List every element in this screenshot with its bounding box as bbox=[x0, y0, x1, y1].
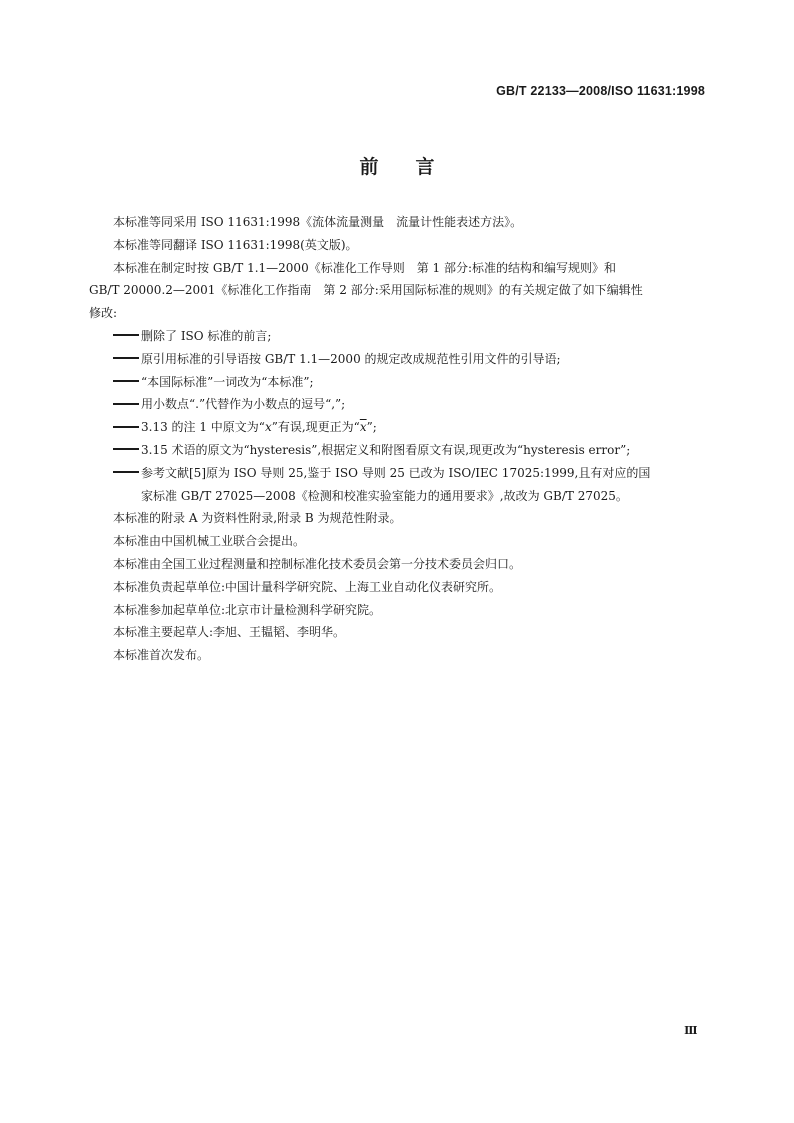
paragraph-drafting-rules: 本标准在制定时按 GB/T 1.1—2000《标准化工作导则 第 1 部分:标准的结构和编写规则》和 bbox=[113, 260, 617, 275]
list-item-text: 3.15 术语的原文为“hysteresis”,根据定义和附图看原文有误,现更改为“hysteresis error”; bbox=[141, 442, 631, 457]
list-item-text-pre: 3.13 的注 1 中原文为“ bbox=[141, 420, 265, 435]
dash-mark bbox=[113, 357, 139, 359]
list-item bbox=[89, 393, 706, 416]
list-item bbox=[89, 439, 706, 462]
list-item bbox=[89, 462, 706, 508]
standard-code-header: GB/T 22133—2008/ISO 11631:1998 bbox=[496, 84, 705, 98]
list-item-text-mid: ”有误,现更正为“ bbox=[271, 420, 360, 435]
list-item-text: 参考文献[5]原为 ISO 导则 25,鉴于 ISO 导则 25 已改为 ISO/IEC 17025:1999,且有对应的国 bbox=[141, 465, 651, 480]
paragraph-annexes: 本标准的附录 A 为资料性附录,附录 B 为规范性附录。 bbox=[113, 511, 402, 526]
list-item bbox=[89, 348, 706, 371]
list-item bbox=[89, 325, 706, 348]
symbol-x-bar: $\overline{x}$ bbox=[359, 420, 367, 435]
dash-mark bbox=[113, 471, 139, 473]
paragraph-authors: 本标准主要起草人:李旭、王韫韬、李明华。 bbox=[113, 625, 346, 640]
document-body bbox=[89, 211, 706, 667]
paragraph-proposer: 本标准由中国机械工业联合会提出。 bbox=[113, 534, 306, 549]
dash-mark bbox=[113, 403, 139, 405]
paragraph-adoption: 本标准等同采用 ISO 11631:1998《流体流量测量 流量计性能表述方法》。 bbox=[113, 215, 523, 229]
page-number: Ⅲ bbox=[684, 1024, 697, 1037]
list-item bbox=[89, 371, 706, 394]
paragraph-translation: 本标准等同翻译 ISO 11631:1998(英文版)。 bbox=[113, 237, 358, 252]
list-item-text: “本国际标准”一词改为“本标准”; bbox=[141, 374, 314, 389]
list-item bbox=[89, 416, 706, 439]
paragraph-drafting-rules-end: 修改: bbox=[89, 306, 118, 321]
list-item-text: 原引用标准的引导语按 GB/T 1.1—2000 的规定改成规范性引用文件的引导语; bbox=[141, 351, 561, 366]
paragraph-participating-drafters: 本标准参加起草单位:北京市计量检测科学研究院。 bbox=[113, 602, 382, 617]
dash-mark bbox=[113, 426, 139, 428]
symbol-x: x bbox=[264, 420, 272, 435]
paragraph-first-release: 本标准首次发布。 bbox=[113, 648, 210, 663]
paragraph-lead-drafters: 本标准负责起草单位:中国计量科学研究院、上海工业自动化仪表研究所。 bbox=[113, 579, 502, 594]
list-item-text: 删除了 ISO 标准的前言; bbox=[141, 328, 272, 343]
list-item-text-post: ”; bbox=[366, 420, 377, 435]
dash-mark bbox=[113, 380, 139, 382]
paragraph-drafting-rules-cont: GB/T 20000.2—2001《标准化工作指南 第 2 部分:采用国际标准的规则》的有关规定做了如下编辑性 bbox=[89, 283, 643, 298]
list-item-text: 用小数点“.”代替作为小数点的逗号“,”; bbox=[141, 397, 346, 412]
list-item-continuation: 家标准 GB/T 27025—2008《检测和校准实验室能力的通用要求》,故改为 GB/T 27025。 bbox=[141, 488, 628, 503]
dash-mark bbox=[113, 334, 139, 336]
page-title: 前言 bbox=[359, 156, 472, 178]
paragraph-committee: 本标准由全国工业过程测量和控制标准化技术委员会第一分技术委员会归口。 bbox=[113, 556, 522, 571]
dash-mark bbox=[113, 448, 139, 450]
